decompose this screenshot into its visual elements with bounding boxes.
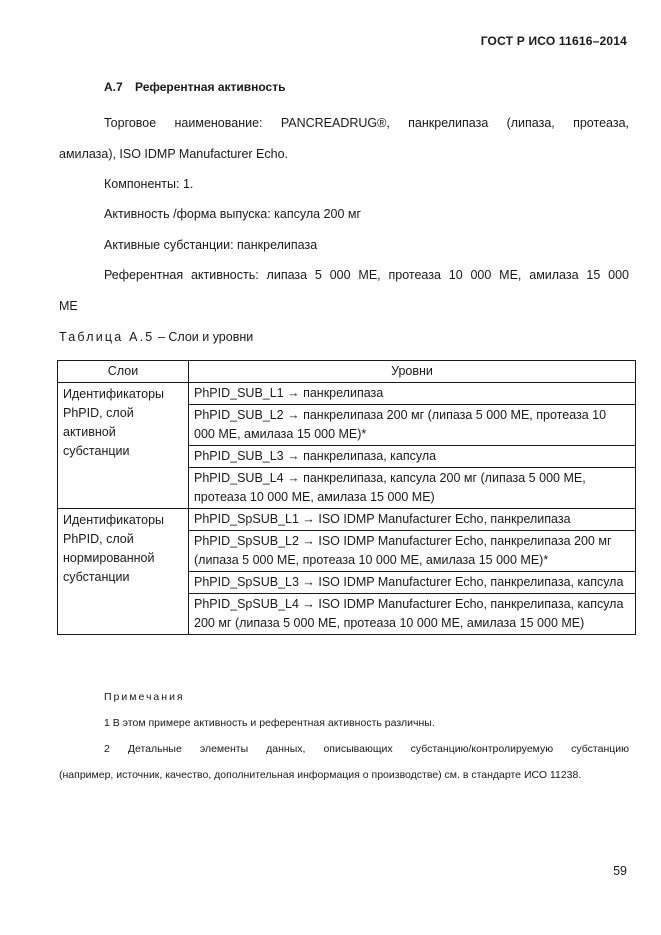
level-cell: PhPID_SUB_L1 → панкрелипаза: [189, 383, 636, 405]
table-caption-dash: –: [157, 330, 165, 344]
level-cell: PhPID_SUB_L3 → панкрелипаза, капсула: [189, 446, 636, 468]
components-paragraph: Компоненты: 1.: [104, 177, 194, 191]
header-levels: Уровни: [189, 361, 636, 383]
notes-title: Примечания: [104, 691, 185, 703]
trade-name-line-2: амилаза), ISO IDMP Manufacturer Echo.: [59, 147, 289, 161]
activity-form-paragraph: Активность /форма выпуска: капсула 200 мг: [104, 207, 362, 221]
layers-levels-table: [57, 360, 636, 635]
level-cell: PhPID_SpSUB_L4 → ISO IDMP Manufacturer Echo, панкрелипаза, капсула 200 мг (липаза 5 000 МЕ, протеаза 10 000 МЕ, амилаза 15 000 МЕ): [189, 594, 636, 635]
level-cell: PhPID_SpSUB_L3 → ISO IDMP Manufacturer Echo, панкрелипаза, капсула: [189, 572, 636, 594]
trade-name-line-1: Торговое наименование: PANCREADRUG®, панкрелипаза (липаза, протеаза,: [104, 116, 629, 130]
reference-activity-line-1: Референтная активность: липаза 5 000 МЕ, протеаза 10 000 МЕ, амилаза 15 000: [104, 268, 629, 282]
table-caption-label: Таблица А.5: [59, 330, 155, 344]
note-1: 1 В этом примере активность и референтная активность различны.: [104, 717, 435, 729]
level-cell: PhPID_SUB_L2 → панкрелипаза 200 мг (липаза 5 000 МЕ, протеаза 10 000 МЕ, амилаза 15 000 МЕ)*: [189, 405, 636, 446]
page-number: 59: [613, 864, 627, 878]
section-number: А.7: [104, 80, 123, 94]
table-row: [58, 509, 636, 531]
level-cell: PhPID_SpSUB_L1 → ISO IDMP Manufacturer Echo, панкрелипаза: [189, 509, 636, 531]
section-heading: [104, 80, 285, 94]
table-row: [58, 383, 636, 405]
note-2-line-1: 2 Детальные элементы данных, описывающих субстанцию/контролируемую субстанцию: [104, 743, 629, 755]
section-title: Референтная активность: [135, 80, 286, 94]
note-2-line-2: (например, источник, качество, дополнительная информация о производстве) см. в стандарте ИСО 11238.: [59, 769, 582, 781]
document-standard-header: ГОСТ Р ИСО 11616–2014: [480, 34, 627, 48]
table-header-row: [58, 361, 636, 383]
table-caption: [59, 330, 253, 344]
reference-activity-line-2: МЕ: [59, 299, 78, 313]
table-caption-title: Слои и уровни: [168, 330, 254, 344]
active-substances-paragraph: Активные субстанции: панкрелипаза: [104, 238, 318, 252]
header-layers: Слои: [58, 361, 189, 383]
level-cell: PhPID_SpSUB_L2 → ISO IDMP Manufacturer Echo, панкрелипаза 200 мг (липаза 5 000 МЕ, протеаза 10 000 МЕ, амилаза 15 000 МЕ)*: [189, 531, 636, 572]
layer-active-substance: Идентификаторы PhPID, слой активной субстанции: [58, 383, 189, 509]
level-cell: PhPID_SUB_L4 → панкрелипаза, капсула 200 мг (липаза 5 000 МЕ, протеаза 10 000 МЕ, амилаза 15 000 МЕ): [189, 468, 636, 509]
layer-specified-substance: Идентификаторы PhPID, слой нормированной субстанции: [58, 509, 189, 635]
